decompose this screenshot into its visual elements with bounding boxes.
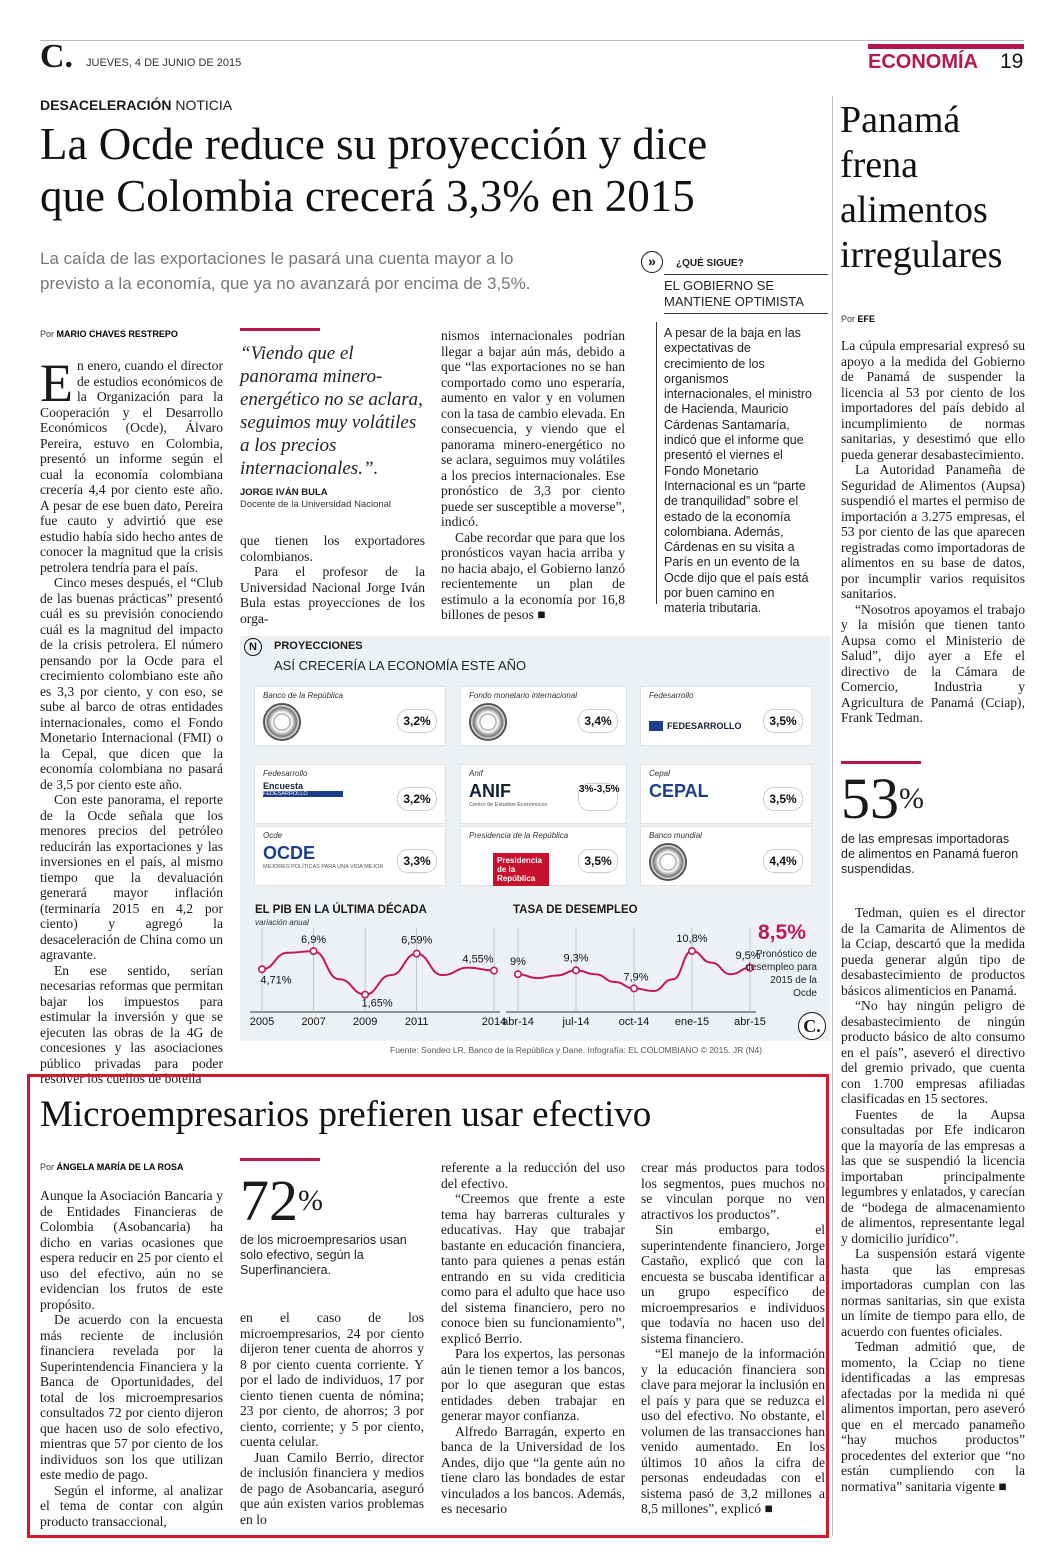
micro-column-1 — [40, 1188, 223, 1529]
data-point — [515, 971, 521, 977]
logo-6 — [263, 843, 384, 877]
sidebar-paragraph-6: Fuentes de la Aupsa consultadas por Efe indicaron que la mayoría de las empresas a las que se suspendió la licencia importaban principalmente legumbres y enlatados, y carecían de “bodega de almacenamiento de alimentos, representante legal y domicilio jurídico”. — [841, 1106, 1025, 1246]
headline-line-1: La Ocde reduce su proyección y dice — [40, 119, 708, 169]
headline-line-2: que Colombia crecerá 3,3% en 2015 — [40, 171, 695, 221]
quote-bar — [240, 328, 320, 331]
sidebar-paragraph-2: La Autoridad Panameña de Seguridad de Alimentos (Aupsa) suspendió el martes el permiso de importación a 3.275 empresas, el 53 por ciento de las que aparecen registradas como importadoras de alimentos en su base de datos, por incumplir varios requisitos sanitarios. — [841, 462, 1025, 601]
que-sigue-title — [664, 278, 804, 310]
kicker-topic: DESACELERACIÓN — [40, 97, 172, 113]
pib-subtitle: variación anual — [255, 918, 309, 927]
infographic-source: Fuente: Sondeo LR, Banco de la República y Dane. Infografía: EL COLOMBIANO © 2015. JR (N4) — [390, 1045, 763, 1055]
sidebar-byline-prefix: Por — [841, 314, 856, 324]
forecast-value: 8,5% — [758, 921, 806, 944]
infographic-icon: N — [244, 638, 262, 656]
series-line — [262, 951, 494, 995]
micro-col3-paragraph-4: Alfredo Barragán, experto en banca de la Universidad de los Andes, dijo que “la gente aún no tiene claro las bondades de estar vinculados a los bancos. Además, es necesario — [441, 1423, 625, 1516]
micro-column-4 — [641, 1160, 825, 1517]
projection-card-value: 3,5% — [763, 709, 803, 733]
sidebar-paragraph-1: La cúpula empresarial expresó su apoyo a la medida del Gobierno de Panamá de suspender la licencia al 53 por ciento de los importadores del país debido al incumplimiento de normas sanitarias, y desestimó que ello pueda generar desabastecimiento. — [841, 338, 1025, 462]
logo-text: ANIF — [469, 781, 511, 801]
projection-card-value: 3,5% — [763, 787, 803, 811]
que-sigue-label: ¿QUÉ SIGUE? — [676, 258, 744, 269]
que-sigue-vrule — [656, 322, 657, 604]
projection-card-label: Cepal — [649, 769, 670, 778]
projection-card-value: 3,2% — [397, 787, 437, 811]
projection-card — [640, 826, 812, 886]
micro-col1-paragraph-3: Según el informe, al analizar el tema de contar con algún producto transaccional, — [40, 1482, 223, 1529]
sidebar-paragraph-5: “No hay ningún peligro de desabastecimiento de ningún producto básico de alto consumo en el país”, aseveró el directivo del gremio privado, que cuenta con 1.700 empresas afiliadas clasificadas en 15 sectores. — [841, 998, 1025, 1106]
main-column-1 — [40, 353, 223, 1087]
data-point — [689, 948, 695, 954]
logo-3 — [263, 781, 343, 815]
kicker-type: NOTICIA — [175, 97, 233, 113]
micro-column-3 — [441, 1160, 625, 1517]
projection-card-label: Fedesarrollo — [263, 769, 308, 778]
micro-headline: Microempresarios prefieren usar efectivo — [40, 1094, 652, 1135]
projection-card — [640, 686, 812, 746]
main-column-3 — [441, 328, 625, 623]
col2-paragraph-2: Para el profesor de la Universidad Nacional Jorge Iván Bula estas proyecciones de los orga- — [240, 564, 425, 626]
projection-card-label: Ocde — [263, 831, 283, 840]
col1-p1-text: n enero, cuando el director de estudios económicos de la Organización para la Cooperación y el Desarrollo Económicos (Ocde), Álvaro Pereira, estuvo en Colombia, presentó un informe según el cual la economía colombiana crecería 4,4 por ciento este año. A pesar de ese buen dato, Pereira fue cauto y advirtió que ese estudio había sido hecho antes de conocer la magnitud que la crisis petrolera tendría para el país. — [40, 358, 223, 575]
byline-author: MARIO CHAVES RESTREPO — [56, 329, 178, 339]
micro-col4-paragraph-2: Sin embargo, el superintendente financiero, Jorge Castaño, explicó que con la encuesta se buscaba identificar a un grupo específico de microempresarios e individuos que todavía no hacen uso del sistema financiero. — [641, 1222, 825, 1346]
projection-card-label: Fedesarrollo — [649, 691, 694, 700]
micro-col1-paragraph-1: Aunque la Asociación Bancaria y de Entidades Financieras de Colombia (Asobancaria) ha dicho en varias ocasiones que espera reducir en 25 por ciento el uso del efectivo, aún no se evidencian los frutos de este propósito. — [40, 1188, 223, 1312]
projection-card-value: 4,4% — [763, 849, 803, 873]
data-point — [573, 967, 579, 973]
sidebar-column-bottom — [841, 905, 1025, 1494]
micro-column-2 — [240, 1310, 424, 1527]
micro-stat-unit: % — [298, 1184, 323, 1217]
data-label: 6,59% — [401, 934, 433, 947]
sidebar-byline-author: EFE — [857, 314, 876, 324]
logo-text: Encuesta — [263, 781, 304, 791]
sidebar-vrule — [832, 96, 833, 1536]
section-bar — [868, 44, 1024, 49]
que-sigue-title-2: MANTIENE OPTIMISTA — [664, 294, 804, 309]
data-point — [310, 948, 316, 954]
header-rule — [40, 40, 1024, 41]
projection-card-label: Fondo monetario internacional — [469, 691, 578, 700]
logo-text: OCDE — [263, 843, 316, 863]
pib-chart — [250, 928, 512, 1028]
masthead-logo — [40, 40, 73, 74]
unemployment-chart — [502, 928, 768, 1028]
micro-stat-text: de los microempresarios usan solo efectivo, según la Superfinanciera. — [240, 1233, 407, 1277]
col1-paragraph-1 — [40, 353, 223, 575]
logo-4 — [469, 781, 549, 815]
x-tick-label: abr-15 — [734, 1016, 766, 1028]
projection-card-label: Anif — [469, 769, 483, 778]
unemployment-title: TASA DE DESEMPLEO — [513, 904, 638, 916]
data-point — [259, 966, 265, 972]
x-tick-label: 2007 — [301, 1016, 326, 1028]
section-name: ECONOMÍA — [868, 51, 978, 73]
sidebar-paragraph-4: Tedman, quien es el director de la Camarita de Alimentos de la Cciap, descartó que la medida pueda generar algún tipo de desabastecimiento de productos básicos alimenticios en Panamá. — [841, 905, 1025, 998]
micro-col3-paragraph-3: Para los expertos, las personas aún le tienen temor a los bancos, por lo que aseguran que estas entidades deben trabajar en generar mayor confianza. — [441, 1346, 625, 1423]
sidebar-byline — [841, 314, 875, 324]
que-sigue-body: A pesar de la baja en las expectativas de crecimiento de los organismos internacionales, el ministro de Hacienda, Mauricio Cárdenas Santamaría, indicó que el informe que presentó el viernes el Fondo Monetario Internacional es un “parte de tranquilidad” sobre el estado de la economía colombiana. Además, Cárdenas en su visita a París en un evento de la Ocde dijo que el país está por buen camino en materia tributaria. — [664, 326, 812, 616]
pull-quote: “Viendo que el panorama minero-energético no se aclara, seguimos muy volátiles a los precios internacionales.”. — [240, 343, 423, 479]
sidebar-stat-bar — [841, 761, 921, 764]
x-tick-label: 2009 — [352, 1016, 378, 1028]
projection-card-label: Banco mundial — [649, 831, 702, 840]
logo-text: Presidencia de la República — [493, 853, 549, 886]
logo-text: C. — [40, 38, 74, 75]
logo-subtext: FEDESARROLLO — [263, 791, 343, 797]
micro-col2-paragraph-2: Juan Camilo Berrio, director de inclusión financiera y medios de pago de Asobancaria, aseguró que aún existen varios problemas en lo — [240, 1449, 424, 1527]
data-label: 6,9% — [301, 934, 327, 947]
projection-card-value: 3,4% — [578, 709, 618, 733]
projection-card-label: Presidencia de la República — [469, 831, 569, 840]
sidebar-column-top — [841, 338, 1025, 726]
micro-col3-paragraph-2: “Creemos que frente a este tema hay barreras culturales y educativas. Hay que trabajar bastante en educación financiera, tanto para quienes a penas están entrando en su vida crediticia como para el adulto que hace uso del sistema financiero, pero no conoce bien su funcionamiento”, explicó Berrio. — [441, 1191, 625, 1346]
micro-col3-paragraph-1: referente a la reducción del uso del efectivo. — [441, 1160, 625, 1191]
micro-byline-prefix: Por — [40, 1162, 55, 1172]
micro-col4-paragraph-3: “El manejo de la información y la educación financiera son clave para mejorar la inclusión en el país y para que se reduzca el uso del efectivo. No obstante, el volumen de las transacciones han venido aumentado. En los últimos 10 años la cifra de personas endeudadas con el sistema pasó de 3,2 millones a 8,5 millones”, explicó ■ — [641, 1346, 825, 1516]
micro-stat-number: 72 — [240, 1168, 298, 1233]
projection-card-label: Banco de la República — [263, 691, 344, 700]
col2-paragraph-1: que tienen los exportadores colombianos. — [240, 533, 425, 564]
main-byline — [40, 329, 178, 339]
data-label: 9,5% — [735, 949, 761, 962]
data-label: 1,65% — [361, 997, 393, 1010]
byline-prefix: Por — [40, 329, 55, 339]
projection-card — [254, 686, 446, 746]
data-label: 4,55% — [462, 953, 494, 966]
page-number: 19 — [1000, 50, 1024, 73]
micro-byline — [40, 1162, 184, 1172]
projection-card-value: 3%-3,5% — [578, 783, 618, 811]
main-column-2 — [240, 533, 425, 626]
micro-col2-paragraph-1: en el caso de los microempresarios, 24 por ciento dijeron tener cuenta de ahorros y 8 por ciento cuenta corriente. Y por el lado de individuos, 17 por ciento tienen cuenta de nómina; 23 por ciento, de ahorros; 3 por ciento, corriente; y 5 por ciento, cuenta celular. — [240, 1310, 424, 1449]
logo-text: CEPAL — [649, 781, 709, 801]
quote-author: JORGE IVÁN BULA — [240, 487, 328, 498]
micro-stat-bar — [240, 1158, 320, 1161]
logo-text: FEDESARROLLO — [649, 721, 729, 731]
data-point — [413, 950, 419, 956]
x-tick-label: oct-14 — [618, 1016, 650, 1028]
col1-paragraph-3: Con este panorama, el reporte de la Ocde señala que los menores precios del petróleo reducirán las exportaciones y las inversiones en el país, al mismo tiempo que la devaluación generará mayor inflación (terminaría 2015 en 4,2 por ciento) y agregó la desaceleración de China como un agravante. — [40, 792, 223, 962]
sidebar-headline-1: Panamá — [840, 99, 961, 141]
logo-2 — [649, 703, 742, 737]
sidebar-paragraph-7: La suspensión estará vigente hasta que las empresas importadoras cumplan con las normas sanitarias, sin que exista un límite de tiempo para ello, de acuerdo con fuentes oficiales. — [841, 1246, 1025, 1339]
que-sigue-title-1: EL GOBIERNO SE — [664, 278, 775, 293]
logo-5 — [649, 781, 729, 815]
projection-card-value: 3,5% — [578, 849, 618, 873]
sidebar-headline-3: alimentos — [840, 189, 988, 231]
infographic-title: ASÍ CRECERÍA LA ECONOMÍA ESTE AÑO — [274, 658, 527, 673]
deck — [40, 246, 640, 296]
x-tick-label: ene-15 — [674, 1016, 710, 1028]
projection-card — [254, 826, 446, 886]
sidebar-paragraph-3: “Nosotros apoyamos el trabajo y la misión que tienen tanto Aupsa como el Ministerio de Salud”, dijo ayer a Efe el directivo de la Cámara de Comercio, Industria y Agricultura de Panamá (Cciap), Frank Tedman. — [841, 601, 1025, 725]
projection-card — [254, 764, 446, 824]
sidebar-headline-4: irregulares — [840, 234, 1003, 276]
quote-role: Docente de la Universidad Nacional — [240, 499, 392, 510]
infographic-label: PROYECCIONES — [274, 640, 363, 652]
micro-col1-paragraph-2: De acuerdo con la encuesta más reciente de inclusión financiera revelada por la Superintendencia Financiera y la Banca de Oportunidades, del total de los microempresarios consultados 72 por ciento dijeron que hacen uso de solo efectivo, mientras que 57 por ciento de los individuos son los que utilizan este medio de pago. — [40, 1312, 223, 1482]
data-point — [631, 985, 637, 991]
pib-title: EL PIB EN LA ÚLTIMA DÉCADA — [255, 904, 427, 916]
sidebar-stat-number: 53 — [841, 766, 899, 831]
projection-card-value: 3,2% — [397, 709, 437, 733]
kicker — [40, 97, 232, 113]
data-label: 4,71% — [260, 974, 292, 987]
projection-card-value: 3,3% — [397, 849, 437, 873]
sidebar-stat-text: de las empresas importadoras de alimentos en Panamá fueron suspendidas. — [841, 832, 1019, 876]
data-point — [491, 967, 497, 973]
sidebar-headline-2: frena — [840, 144, 919, 186]
data-label: 9% — [510, 956, 526, 969]
sidebar-stat-unit: % — [899, 782, 924, 815]
imf-seal-icon — [469, 703, 507, 741]
infographic-panel — [240, 636, 830, 1041]
forecast-text: Pronóstico de desempleo para 2015 de la Ocde — [745, 949, 817, 999]
projection-card — [460, 764, 627, 824]
col1-paragraph-2: Cinco meses después, el “Club de las buenas prácticas” presentó cuál es su previsión conociendo cuál es la magnitud del impacto de la crisis petrolera. El número pensando por la Ocde para el crecimiento colombiano este año es 3,3 por ciento, y con eso, se sube al barco de otras entidades internacionales, como el Fondo Monetario Internacional (FMI) o la Cepal, que dicen que la economía colombiana no pasará de 3,5 por ciento este año. — [40, 575, 223, 792]
sidebar-headline — [840, 98, 1030, 278]
projection-card — [460, 686, 627, 746]
projection-card — [460, 826, 627, 886]
banrep-seal-icon — [263, 703, 301, 741]
data-label: 10,8% — [676, 933, 708, 946]
x-tick-label: jul-14 — [562, 1016, 590, 1028]
deck-line-2: previsto a la economía, que ya no avanzará por encima de 3,5%. — [40, 274, 531, 293]
data-label: 7,9% — [623, 971, 649, 984]
x-tick-label: 2005 — [249, 1016, 275, 1028]
projection-card — [640, 764, 812, 824]
dropcap: E — [40, 353, 73, 413]
col3-paragraph-2: Cabe recordar que para que los pronósticos vayan hacia arriba y no hacia abajo, el Gobierno lanzó recientemente un plan de estímulo a la economía por 16,8 billones de pesos ■ — [441, 529, 625, 622]
que-sigue-rule — [664, 274, 828, 275]
micro-stat — [240, 1170, 323, 1232]
que-sigue-rule-2 — [664, 313, 828, 314]
sidebar-stat — [841, 768, 924, 830]
x-tick-label: 2011 — [404, 1016, 429, 1028]
sidebar-paragraph-8: Tedman admitió que, de momento, la Cciap no tiene identificadas a las empresas afectadas por la medida ni qué alimentos importan, pero aseveró que en el mercado panameño “hay muchos productos” procedentes del exterior que “no están cumpliendo con la normativa” sanitaria vigente ■ — [841, 1339, 1025, 1494]
header-date: JUEVES, 4 DE JUNIO DE 2015 — [86, 57, 242, 69]
col3-paragraph-1: nismos internacionales podrían llegar a bajar aún más, debido a que “las exportaciones no se han comportado como uno esperaría, aumento en valor y en volumen con la tasa de cambio elevada. En consecuencia, y viendo que el panorama minero-energético no se aclara, seguimos muy volátiles a los precios internacionales. Ese pronóstico de 3,3 por ciento puede ser susceptible a moverse”, indicó. — [441, 328, 625, 529]
logo-7 — [469, 843, 549, 883]
micro-byline-author: ÁNGELA MARÍA DE LA ROSA — [56, 1162, 184, 1172]
que-sigue-icon: » — [641, 251, 663, 273]
x-tick-label: abr-14 — [502, 1016, 534, 1028]
headline — [40, 118, 830, 222]
logo-subtext: Centro de Estudios Económicos — [469, 802, 548, 808]
logo-subtext: MEJORES POLÍTICAS PARA UNA VIDA MEJOR — [263, 864, 384, 870]
x-tick-label: 2014 — [481, 1016, 507, 1028]
micro-col4-paragraph-1: crear más productos para todos los segmentos, pues muchos no se vinculan porque no ven atractivos los productos”. — [641, 1160, 825, 1222]
infographic-logo: C. — [798, 1012, 826, 1040]
data-label: 9,3% — [563, 952, 589, 965]
world-bank-icon — [649, 843, 687, 881]
col1-paragraph-4: En ese sentido, serían necesarias reformas que permitan bajar los impuestos para estimular la inversión y que se ejecuten las obras de la 4G de concesiones y las asociaciones público privadas para poder resolver los cuellos de botella — [40, 962, 223, 1086]
deck-line-1: La caída de las exportaciones le pasará una cuenta mayor a lo — [40, 249, 514, 268]
